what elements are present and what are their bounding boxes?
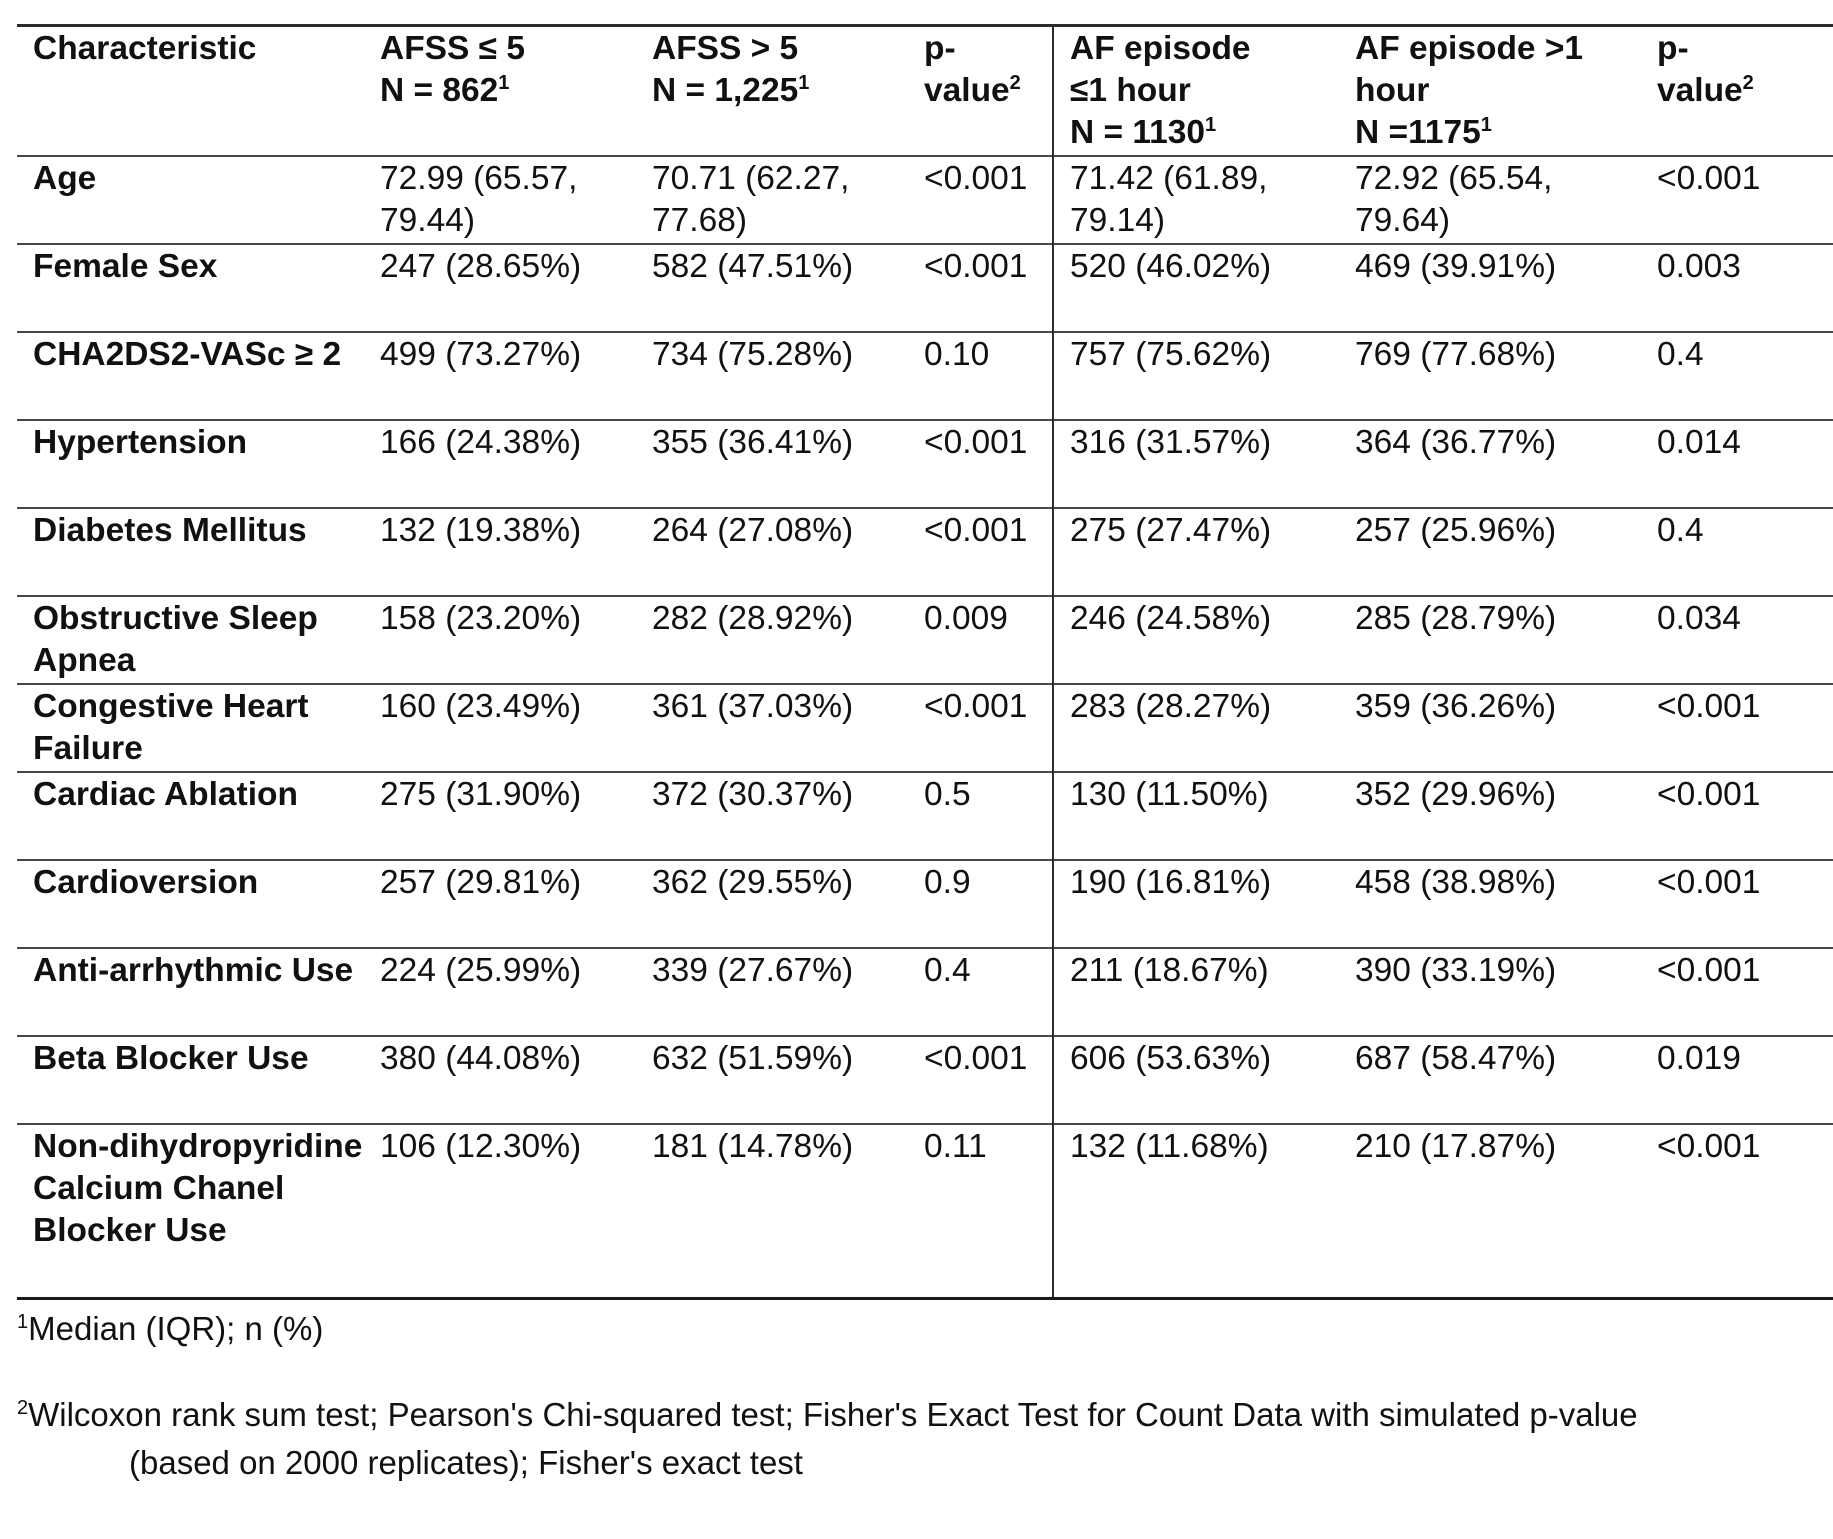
baseline-characteristics-table-wrap <box>17 24 1833 1300</box>
cell-ep-gt1h: 359 (36.26%) <box>1339 684 1641 772</box>
table-row <box>17 332 1833 420</box>
table-row <box>17 1036 1833 1124</box>
table-row <box>17 772 1833 860</box>
cell-afss-gt5: 70.71 (62.27, 77.68) <box>636 156 908 244</box>
cell-ep-le1h: 275 (27.47%) <box>1053 508 1339 596</box>
cell-afss-gt5: 282 (28.92%) <box>636 596 908 684</box>
cell-ep-gt1h: 469 (39.91%) <box>1339 244 1641 332</box>
table-row <box>17 244 1833 332</box>
footnote-2-continuation: (based on 2000 replicates); Fisher's exact test <box>129 1444 803 1481</box>
row-label: Hypertension <box>17 420 364 508</box>
cell-afss-gt5: 264 (27.08%) <box>636 508 908 596</box>
cell-ep-le1h: 520 (46.02%) <box>1053 244 1339 332</box>
row-label: Diabetes Mellitus <box>17 508 364 596</box>
cell-p-ep: 0.4 <box>1641 332 1833 420</box>
cell-p-ep: 0.034 <box>1641 596 1833 684</box>
cell-p-ep: 0.003 <box>1641 244 1833 332</box>
cell-ep-gt1h: 257 (25.96%) <box>1339 508 1641 596</box>
baseline-characteristics-table <box>17 24 1833 1300</box>
cell-ep-le1h: 130 (11.50%) <box>1053 772 1339 860</box>
row-label: Cardioversion <box>17 860 364 948</box>
cell-p-ep: <0.001 <box>1641 772 1833 860</box>
cell-p-afss: 0.10 <box>908 332 1053 420</box>
table-footnotes <box>17 1305 1797 1487</box>
cell-afss-gt5: 734 (75.28%) <box>636 332 908 420</box>
table-row <box>17 948 1833 1036</box>
cell-ep-le1h: 316 (31.57%) <box>1053 420 1339 508</box>
cell-afss-le5: 106 (12.30%) <box>364 1124 636 1298</box>
cell-p-afss: <0.001 <box>908 420 1053 508</box>
cell-p-afss: <0.001 <box>908 156 1053 244</box>
table-row <box>17 156 1833 244</box>
cell-p-ep: 0.014 <box>1641 420 1833 508</box>
cell-afss-gt5: 361 (37.03%) <box>636 684 908 772</box>
cell-ep-le1h: 190 (16.81%) <box>1053 860 1339 948</box>
cell-p-ep: <0.001 <box>1641 860 1833 948</box>
header-p-value-episode: p- value$^2$ <box>1641 26 1833 157</box>
cell-afss-le5: 166 (24.38%) <box>364 420 636 508</box>
cell-p-afss: 0.4 <box>908 948 1053 1036</box>
header-ep-gt1h: AF episode >1 hour $N =1175^1$ <box>1339 26 1641 157</box>
header-row <box>17 26 1833 157</box>
table-row <box>17 420 1833 508</box>
cell-p-ep: <0.001 <box>1641 684 1833 772</box>
cell-ep-gt1h: 72.92 (65.54, 79.64) <box>1339 156 1641 244</box>
cell-ep-le1h: 132 (11.68%) <box>1053 1124 1339 1298</box>
cell-afss-le5: 132 (19.38%) <box>364 508 636 596</box>
cell-afss-le5: 380 (44.08%) <box>364 1036 636 1124</box>
cell-afss-gt5: 339 (27.67%) <box>636 948 908 1036</box>
cell-p-afss: 0.009 <box>908 596 1053 684</box>
cell-p-afss: 0.9 <box>908 860 1053 948</box>
row-label: Female Sex <box>17 244 364 332</box>
cell-afss-le5: 224 (25.99%) <box>364 948 636 1036</box>
header-afss-gt5: AFSS > 5 $N = 1,225^1$ <box>636 26 908 157</box>
cell-afss-gt5: 632 (51.59%) <box>636 1036 908 1124</box>
cell-ep-le1h: 246 (24.58%) <box>1053 596 1339 684</box>
cell-ep-gt1h: 285 (28.79%) <box>1339 596 1641 684</box>
cell-afss-le5: 275 (31.90%) <box>364 772 636 860</box>
cell-ep-gt1h: 364 (36.77%) <box>1339 420 1641 508</box>
cell-ep-gt1h: 687 (58.47%) <box>1339 1036 1641 1124</box>
cell-afss-gt5: 582 (47.51%) <box>636 244 908 332</box>
cell-p-ep: <0.001 <box>1641 1124 1833 1298</box>
cell-p-ep: <0.001 <box>1641 948 1833 1036</box>
cell-p-afss: 0.5 <box>908 772 1053 860</box>
cell-afss-le5: 72.99 (65.57, 79.44) <box>364 156 636 244</box>
cell-afss-gt5: 362 (29.55%) <box>636 860 908 948</box>
cell-ep-le1h: 211 (18.67%) <box>1053 948 1339 1036</box>
row-label: Congestive Heart Failure <box>17 684 364 772</box>
cell-afss-le5: 257 (29.81%) <box>364 860 636 948</box>
table-row <box>17 684 1833 772</box>
cell-ep-gt1h: 390 (33.19%) <box>1339 948 1641 1036</box>
row-label: CHA2DS2-VASc ≥ 2 <box>17 332 364 420</box>
row-label: Non-dihydropyridine Calcium Chanel Blocker Use <box>17 1124 364 1298</box>
cell-ep-gt1h: 210 (17.87%) <box>1339 1124 1641 1298</box>
table-row <box>17 1124 1833 1298</box>
cell-afss-gt5: 372 (30.37%) <box>636 772 908 860</box>
cell-ep-le1h: 757 (75.62%) <box>1053 332 1339 420</box>
cell-ep-le1h: 71.42 (61.89, 79.14) <box>1053 156 1339 244</box>
cell-ep-gt1h: 458 (38.98%) <box>1339 860 1641 948</box>
row-label: Cardiac Ablation <box>17 772 364 860</box>
cell-p-afss: 0.11 <box>908 1124 1053 1298</box>
cell-afss-le5: 158 (23.20%) <box>364 596 636 684</box>
row-label: Beta Blocker Use <box>17 1036 364 1124</box>
cell-afss-le5: 160 (23.49%) <box>364 684 636 772</box>
cell-ep-gt1h: 352 (29.96%) <box>1339 772 1641 860</box>
header-ep-le1h: AF episode ≤1 hour $N = 1130^1$ <box>1053 26 1339 157</box>
table-row <box>17 596 1833 684</box>
header-afss-le5: AFSS ≤ 5 $N = 862^1$ <box>364 26 636 157</box>
cell-ep-gt1h: 769 (77.68%) <box>1339 332 1641 420</box>
cell-p-ep: 0.4 <box>1641 508 1833 596</box>
cell-afss-gt5: 181 (14.78%) <box>636 1124 908 1298</box>
table-row <box>17 860 1833 948</box>
header-characteristic: Characteristic <box>17 26 364 157</box>
cell-afss-le5: 247 (28.65%) <box>364 244 636 332</box>
cell-p-ep: 0.019 <box>1641 1036 1833 1124</box>
cell-afss-le5: 499 (73.27%) <box>364 332 636 420</box>
cell-p-afss: <0.001 <box>908 244 1053 332</box>
cell-p-ep: <0.001 <box>1641 156 1833 244</box>
row-label: Anti-arrhythmic Use <box>17 948 364 1036</box>
row-label: Obstructive Sleep Apnea <box>17 596 364 684</box>
cell-p-afss: <0.001 <box>908 684 1053 772</box>
cell-p-afss: <0.001 <box>908 1036 1053 1124</box>
cell-ep-le1h: 606 (53.63%) <box>1053 1036 1339 1124</box>
cell-ep-le1h: 283 (28.27%) <box>1053 684 1339 772</box>
cell-p-afss: <0.001 <box>908 508 1053 596</box>
footnote-1: $^1$Median (IQR); n (%) <box>17 1310 324 1347</box>
header-p-value-afss: p- value$^2$ <box>908 26 1053 157</box>
table-row <box>17 508 1833 596</box>
row-label: Age <box>17 156 364 244</box>
cell-afss-gt5: 355 (36.41%) <box>636 420 908 508</box>
footnote-2: $^2$Wilcoxon rank sum test; Pearson's Chi-squared test; Fisher's Exact Test for Count Data with simulated p-value <box>17 1396 1638 1433</box>
